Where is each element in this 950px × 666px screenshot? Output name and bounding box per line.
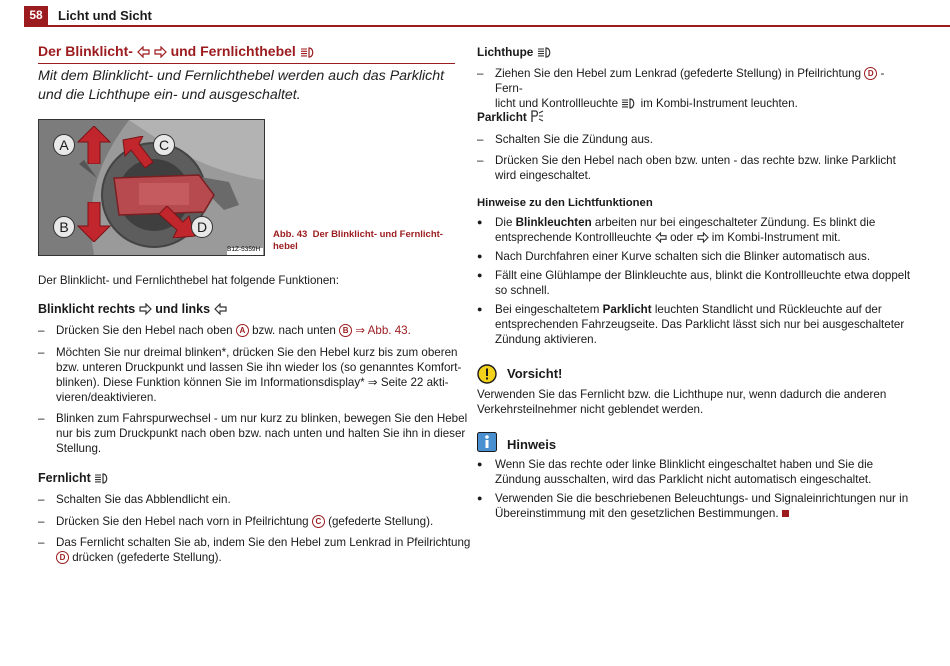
warning-icon — [477, 364, 497, 384]
park-item-1: – Schalten Sie die Zündung aus. — [477, 132, 915, 147]
vorsicht-heading: Vorsicht! — [507, 366, 563, 381]
ref-c: C — [312, 515, 325, 528]
arrow-a-icon — [77, 126, 111, 164]
high-beam-icon — [300, 46, 316, 61]
figure-caption: Abb. 43 Der Blinklicht- und Fernlicht-hebel — [273, 229, 443, 252]
fern-item-2: – Drücken Sie den Hebel nach vorn in Pfeilrichtung C (gefederte Stellung). — [38, 514, 476, 529]
lever-figure — [38, 119, 265, 256]
hinweise-bullet-3: ● Fällt eine Glühlampe der Blinkleuchte aus, blinkt die Kontrollleuchte etwa doppelt so schnell. — [477, 268, 915, 298]
intro-text: Mit dem Blinklicht- und Fernlichthebel werden auch das Parklicht und die Lichthupe ein- und ausgeschaltet. — [38, 68, 445, 103]
figure-label-a: A — [53, 134, 75, 156]
figure-code: B1Z-5359H — [227, 246, 261, 253]
park-item-2: – Drücken Sie den Hebel nach oben bzw. unten - das rechte bzw. linke Parklicht wird eingeschaltet. — [477, 153, 915, 183]
page-number: 58 — [24, 6, 48, 25]
lichthupe-heading: Lichthupe — [477, 45, 897, 62]
ref-d: D — [56, 551, 69, 564]
hinweise-bullet-4: ● Bei eingeschaltetem Parklicht leuchten Standlicht und Rückleuchte auf der entsprechenden Fahrzeugseite. Das Parklicht lässt sich nur bei ausgeschalteter Zündung aktivieren. — [477, 302, 915, 347]
arrow-c-icon — [121, 136, 155, 168]
blink-item-3: – Blinken zum Fahrspurwechsel - um nur kurz zu blinken, bewegen Sie den Hebel nur bis zum Druckpunkt nach oben bzw. nach unten und halten Sie ihn in dieser Stellung. — [38, 411, 468, 456]
blink-item-1: – Drücken Sie den Hebel nach oben A bzw. nach unten B ⇒ Abb. 43. — [38, 323, 476, 338]
ref-b: B — [339, 324, 352, 337]
hinweise-bullet-2: ● Nach Durchfahren einer Kurve schalten sich die Blinker automatisch aus. — [477, 249, 915, 264]
figure-label-c: C — [153, 134, 175, 156]
turn-left-icon — [655, 232, 667, 247]
end-marker-icon — [782, 510, 789, 517]
hinweise-bullet-1: ● Die Blinkleuchten arbeiten nur bei eingeschalteter Zündung. Es blinkt die entsprechende Kontrollleuchte oder im Kombi-Instrument mit. — [477, 215, 915, 247]
hinweise-heading: Hinweise zu den Lichtfunktionen — [477, 197, 653, 209]
hupe-item-1: – Ziehen Sie den Hebel zum Lenkrad (gefederte Stellung) in Pfeilrichtung D - Fern- licht und Kontrollleuchte im Kombi-Instrument leuchten. — [477, 66, 915, 113]
vorsicht-text: Verwenden Sie das Fernlicht bzw. die Lichthupe nur, wenn dadurch die anderen Verkehrsteilnehmer nicht geblendet werden. — [477, 388, 887, 416]
figure-ref-link[interactable]: ⇒ Abb. 43. — [355, 324, 411, 337]
high-beam-icon — [537, 47, 553, 62]
info-icon — [477, 432, 497, 452]
turn-left-icon — [137, 46, 150, 61]
arrow-b-icon — [77, 202, 111, 242]
hinweis-bullet-2: ● Verwenden Sie die beschriebenen Beleuchtungs- und Signaleinrichtungen nur in Übereinstimmung mit den gesetzlichen Bestimmungen. — [477, 491, 915, 521]
page-title: Licht und Sicht — [58, 8, 152, 23]
fernlicht-heading: Fernlicht — [38, 471, 458, 488]
turn-right-icon — [697, 232, 709, 247]
high-beam-icon — [94, 473, 110, 488]
figure-label-b: B — [53, 216, 75, 238]
turn-right-icon — [154, 46, 167, 61]
turn-left-icon — [214, 303, 227, 319]
ref-a: A — [236, 324, 249, 337]
fern-item-1: – Schalten Sie das Abblendlicht ein. — [38, 492, 476, 507]
turn-right-icon — [139, 303, 152, 319]
blinklicht-heading: Blinklicht rechts und links — [38, 302, 458, 319]
parking-light-icon — [530, 110, 544, 127]
fern-item-3: – Das Fernlicht schalten Sie ab, indem Sie den Hebel zum Lenkrad in Pfeilrichtung D drücken (gefederte Stellung). — [38, 535, 476, 565]
ref-d: D — [864, 67, 877, 80]
hinweis-bullet-1: ● Wenn Sie das rechte oder linke Blinklicht eingeschaltet haben und Sie die Zündung ausschalten, wird das Parklicht nicht automatisch eingeschaltet. — [477, 457, 915, 487]
figure-label-d: D — [191, 216, 213, 238]
header-rule — [24, 25, 950, 27]
parklicht-heading: Parklicht — [477, 110, 897, 127]
hinweis-heading: Hinweis — [507, 437, 557, 452]
functions-intro: Der Blinklicht- und Fernlichthebel hat folgende Funktionen: — [38, 274, 339, 287]
section-heading: Der Blinklicht- und Fernlichthebel — [38, 44, 458, 61]
heading-rule — [38, 63, 455, 64]
blink-item-2: – Möchten Sie nur dreimal blinken*, drücken Sie den Hebel kurz bis zum oberen bzw. unteren Druckpunkt und lassen Sie ihn wieder los (so genanntes Komfort-blinken). Diese Funktion können Sie im Informationsdisplay* ⇒ Seite 22 akti-vieren/deaktivieren. — [38, 345, 466, 405]
